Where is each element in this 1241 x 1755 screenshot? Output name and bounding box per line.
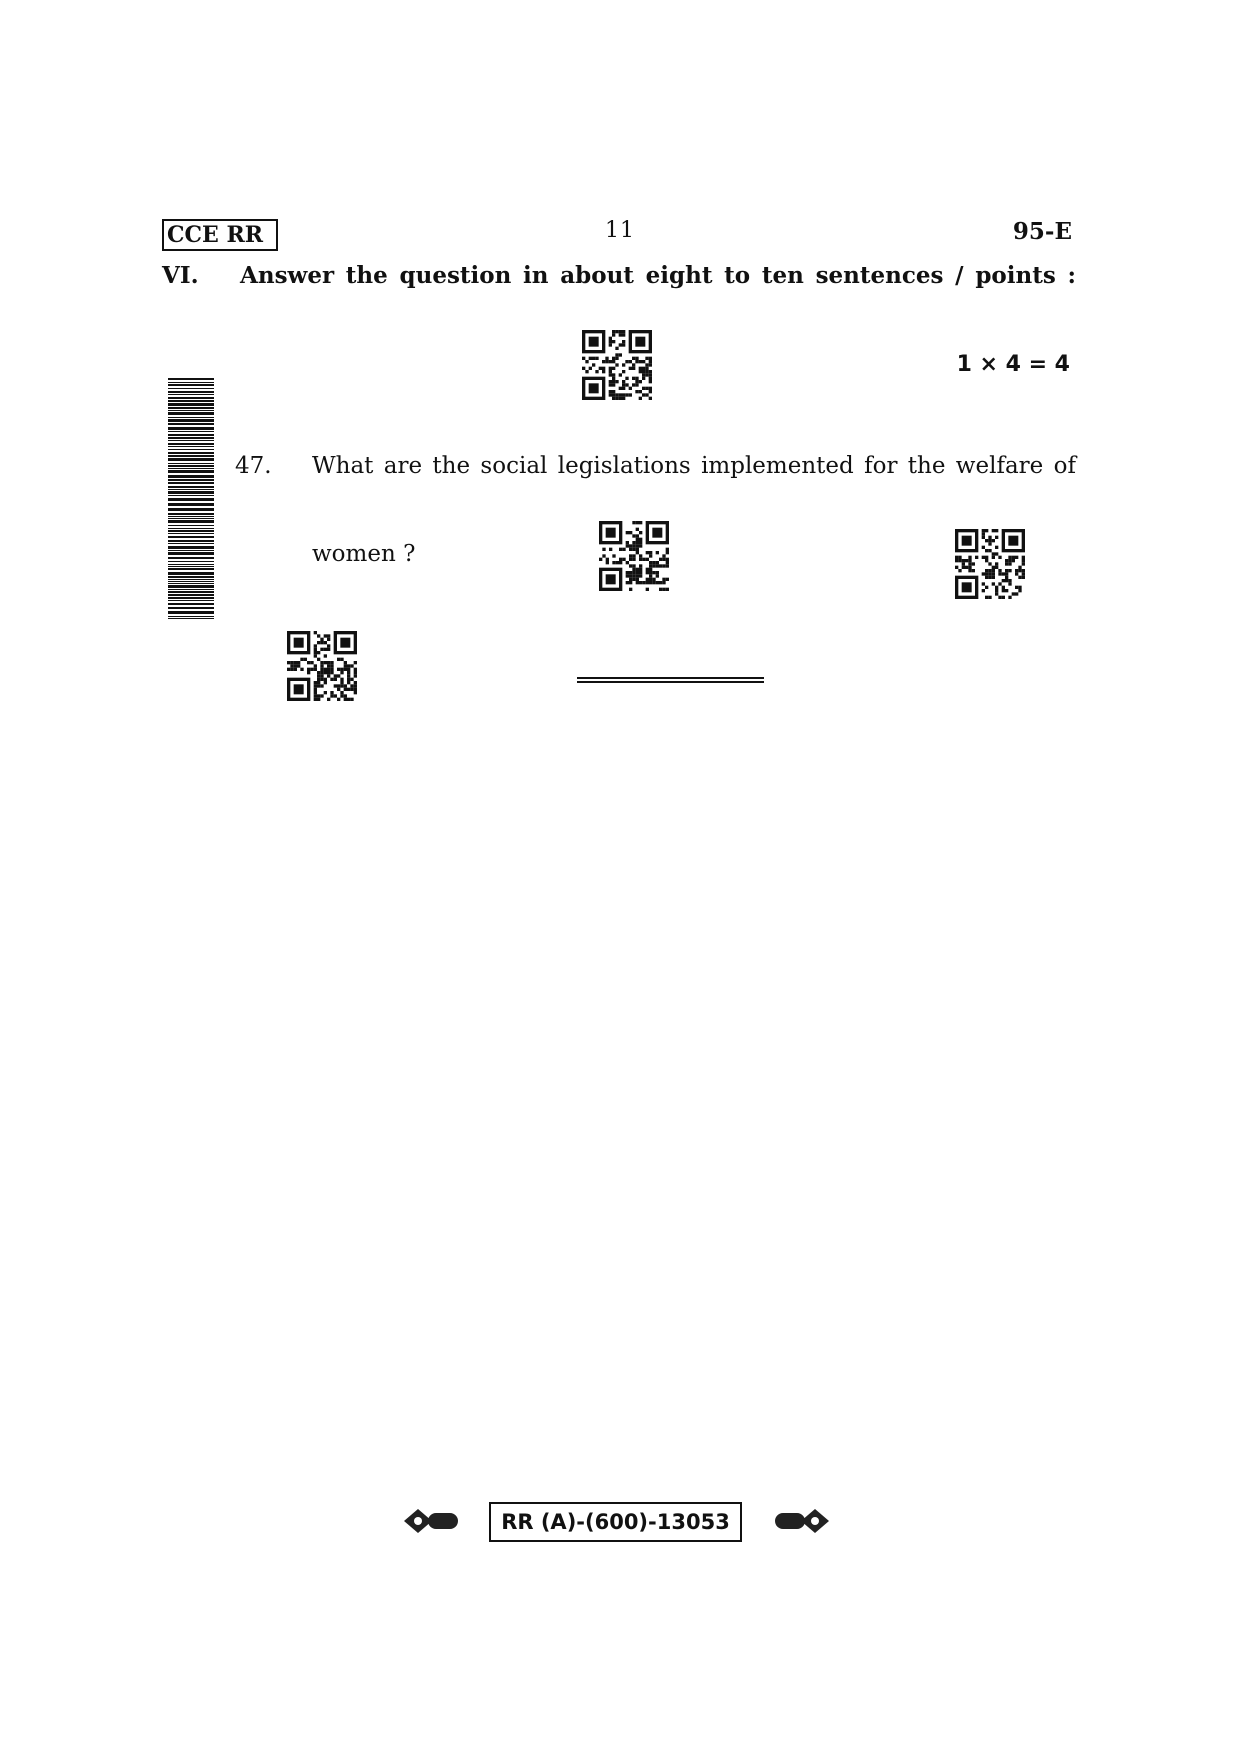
paper-code: 95-E <box>1012 218 1072 245</box>
qr-code-icon <box>582 330 652 400</box>
question-text-line1: What are the social legislations implemented for the welfare of <box>312 453 1076 479</box>
qr-code-icon <box>287 631 357 701</box>
page-number: 11 <box>605 218 635 243</box>
ornament-right-icon <box>771 1505 831 1537</box>
qr-code-icon <box>599 521 669 591</box>
footer-code: RR (A)-(600)-13053 <box>489 1502 742 1542</box>
ornament-left-icon <box>402 1505 462 1537</box>
barcode-icon <box>168 378 214 620</box>
paper-series-code: CCE RR <box>162 219 278 251</box>
end-of-section-rule <box>577 677 764 683</box>
section-marks: 1 × 4 = 4 <box>956 352 1070 377</box>
section-number: VI. <box>162 262 199 289</box>
section-instruction: Answer the question in about eight to ten sentences / points : <box>240 262 1076 289</box>
question-text-line2: women ? <box>312 541 416 567</box>
question-number: 47. <box>235 453 272 479</box>
qr-code-icon <box>955 529 1025 599</box>
